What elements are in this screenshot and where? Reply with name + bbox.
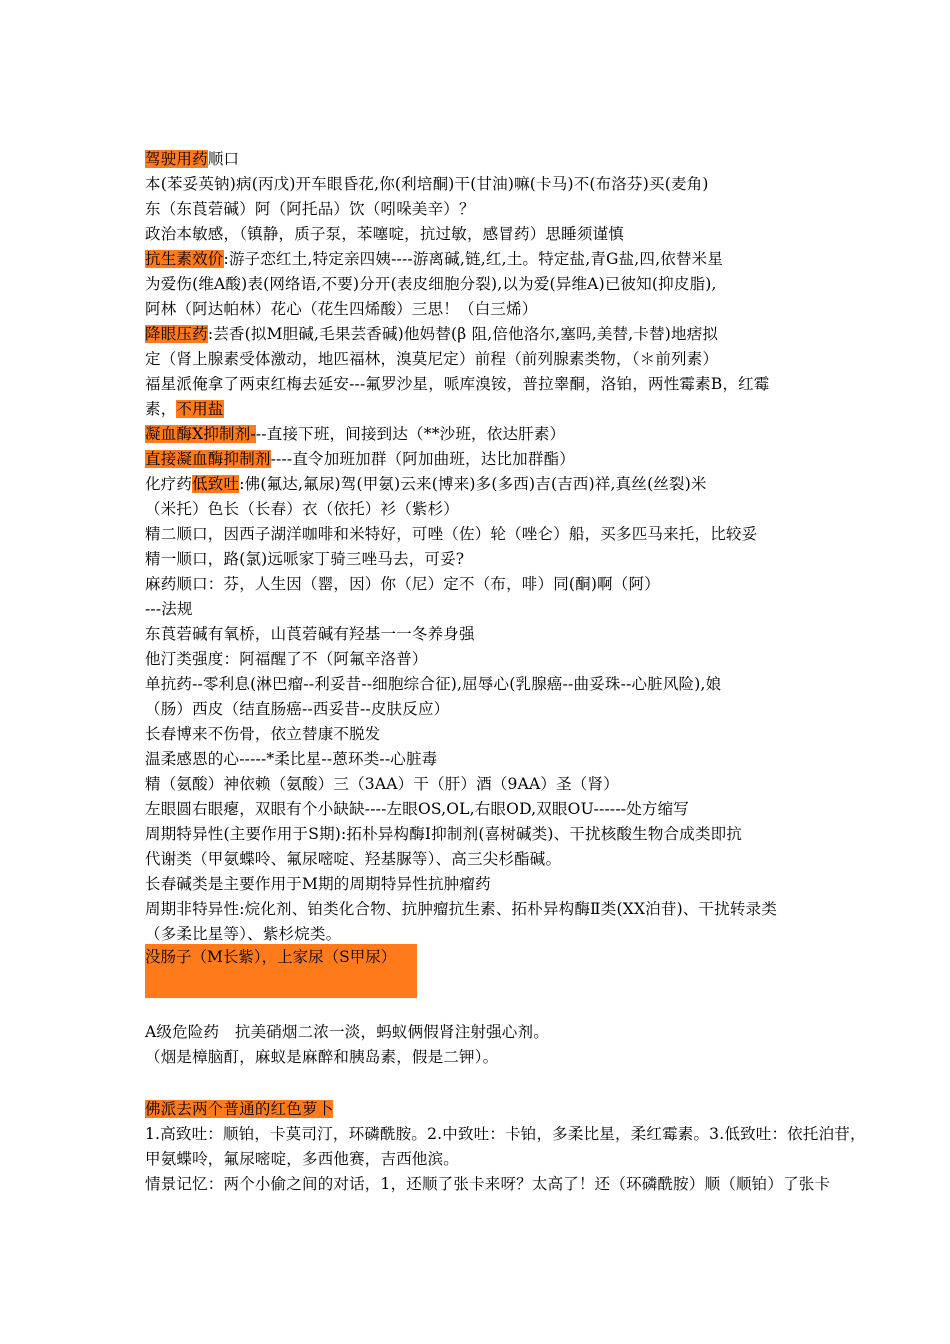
line-text: --直接下班，间接到达（**沙班，依达肝素） [255,425,566,443]
text-line [145,173,709,195]
text-line [145,373,770,395]
text-line [145,248,723,270]
text-line [145,1046,498,1068]
text-line [145,498,459,520]
line-text: ---法规 [145,600,193,618]
text-line [145,848,561,870]
text-line [145,273,717,295]
line-text: 阿林（阿达帕林）花心（花生四烯酸）三思！（白三烯） [145,300,538,318]
line-text: 麻药顺口：芬，人生因（罂，因）你（尼）定不（布，啡）同(酮)啊（阿） [145,575,660,593]
line-text: 精一顺口，路(氯)远哌家丁骑三唑马去，可妥? [145,550,465,568]
line-text: 长春博来不伤骨，依立替康不脱发 [145,725,381,743]
line-text: :佛(氟达,氟尿)驾(甲氨)云来(博来)多(多西)吉(吉西)祥,真丝(丝裂)米 [239,475,707,493]
text-line [145,348,718,370]
line-text: 精二顺口，因西子湖洋咖啡和米特好，可唑（佐）轮（唑仑）船，买多匹马来托，比较妥 [145,525,758,543]
line-text: :游子恋红土,特定亲四姨----游离碱,链,红,土。特定盐,青G盐,四,依替米星 [223,250,724,268]
line-text: 东莨菪碱有氧桥，山莨菪碱有羟基一一冬养身强 [145,625,475,643]
line-text: A级危险药 抗美硝烟二浓一淡，蚂蚁俩假肾注射强心剂。 [145,1023,549,1041]
line-text: （肠）西皮（结直肠癌--西妥昔--皮肤反应） [145,700,450,718]
text-line [145,673,721,695]
text-line [145,698,449,720]
text-line [145,598,193,620]
text-line [145,923,341,945]
line-text: 精（氨酸）神依赖（氨酸）三（3AA）干（肝）酒（9AA）圣（肾） [145,775,619,793]
text-line [145,898,777,920]
line-text: 温柔感恩的心-----*柔比星--蒽环类--心脏毒 [145,750,438,768]
highlighted-heading: 凝血酶X抑制剂- [145,425,256,443]
text-line [145,1098,333,1120]
text-line [145,873,491,895]
text-line [145,748,437,770]
line-text: 代谢类（甲氨蝶呤、氟尿嘧啶、羟基脲等）、高三尖杉酯碱。 [145,850,562,868]
line-text: （米托）色长（长春）衣（依托）衫（紫杉） [145,500,460,518]
line-text: 左眼圆右眼瘪，双眼有个小缺缺----左眼OS,OL,右眼OD,双眼OU------处方缩写 [145,800,690,818]
line-text: 周期特异性(主要作用于S期):拓朴异构酶Ⅰ抑制剂(喜树碱类)、干扰核酸生物合成类即抗 [145,825,743,843]
text-line [145,148,239,170]
line-text: 福星派俺拿了两束红梅去延安---氟罗沙星，哌库溴铵，普拉睾酮，洛铂，两性霉素B，红霉 [145,375,770,393]
line-text: 周期非特异性:烷化剂、铂类化合物、抗肿瘤抗生素、拓朴异构酶Ⅱ类(XX泊苷)、干扰转录类 [145,900,778,918]
text-line [145,548,464,570]
highlighted-heading: 佛派去两个普通的红色萝卜 [145,1100,334,1118]
text-line [145,1173,830,1195]
text-line [145,723,381,745]
line-text: 本(苯妥英钠)病(丙戊)开车眼昏花,你(利培酮)干(甘油)嘛(卡马)不(布洛芬)买(麦角) [145,175,709,193]
text-line [145,773,619,795]
highlighted-phrase: 不用盐 [176,400,224,418]
text-line [145,198,475,220]
highlight-box-text: 没肠子（M长紫），上家尿（S甲尿） [145,948,397,966]
text-line [145,623,475,645]
line-text: 甲氨蝶呤，氟尿嘧啶，多西他赛，吉西他滨。 [145,1150,460,1168]
text-line [145,298,538,320]
line-text: :芸香(拟M胆碱,毛果芸香碱)他妈替(β 阻,倍他洛尔,塞吗,美替,卡替)地痞拟 [207,325,719,343]
line-text: （烟是樟脑酊，麻蚁是麻醉和胰岛素，假是二钾）。 [145,1048,499,1066]
text-line [145,423,565,445]
text-line [145,398,224,420]
highlighted-heading: 抗生素效价 [145,250,224,268]
text-line [145,1123,866,1145]
highlighted-phrase: 低致吐 [192,475,240,493]
text-line [145,798,689,820]
text-line [145,223,624,245]
line-text: 长春碱类是主要作用于M期的周期特异性抗肿瘤药 [145,875,491,893]
line-text: 东（东莨菪碱）阿（阿托品）饮（吲哚美辛）？ [145,200,475,218]
text-line [145,473,707,495]
text-line [145,648,428,670]
text-line [145,573,660,595]
line-text: 为爱伤(维A酸)表(网络语,不要)分开(表皮细胞分裂),以为爱(异维A)已彼知(抑皮脂), [145,275,717,293]
line-text: 定（肾上腺素受体激动，地匹福林，溴莫尼定）前程（前列腺素类物，（＊前列素） [145,350,719,368]
line-text: （多柔比星等）、紫杉烷类。 [145,925,342,943]
text-line [145,823,742,845]
text-line [145,1021,549,1043]
line-text: 素， [145,400,177,418]
line-text: 化疗药 [145,475,193,493]
line-text: ----直令加班加群（阿加曲班，达比加群酯） [270,450,575,468]
text-line [145,523,757,545]
highlighted-heading: 驾驶用药 [145,150,208,168]
text-line [145,323,718,345]
highlighted-heading: 直接凝血酶抑制剂 [145,450,271,468]
text-line [145,1148,459,1170]
line-text: 顺口 [207,150,240,168]
highlight-box [145,944,417,998]
line-text: 他汀类强度：阿福醒了不（阿氟辛洛普） [145,650,428,668]
line-text: 情景记忆：两个小偷之间的对话，1，还顺了张卡来呀？太高了！还（环磷酰胺）顺（顺铂）了张卡 [145,1175,831,1193]
line-text: 政治本敏感，（镇静，质子泵，苯噻啶，抗过敏，感冒药）思睡须谨慎 [145,225,624,243]
text-line [145,448,575,470]
line-text: 1.高致吐：顺铂，卡莫司汀，环磷酰胺。2.中致吐：卡铂，多柔比星，柔红霉素。3.低致吐：依托泊苷， [145,1125,866,1143]
line-text: 单抗药--零利息(淋巴瘤--利妥昔--细胞综合征),屈辱心(乳腺癌--曲妥珠--心脏风险),娘 [145,675,722,693]
highlighted-heading: 降眼压药 [145,325,208,343]
